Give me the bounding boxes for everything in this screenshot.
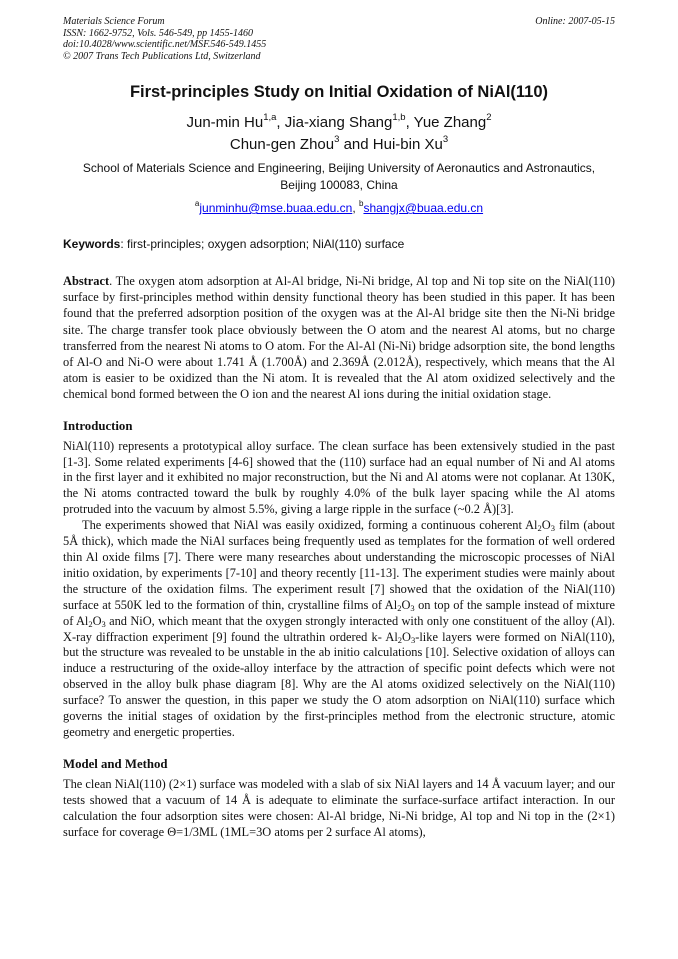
journal-header — [63, 16, 615, 62]
author-name: Yue Zhang — [413, 114, 487, 131]
author-affil-sup: 3 — [442, 134, 449, 145]
abstract-label: Abstract — [63, 274, 110, 288]
author-name: Hui-bin Xu — [372, 136, 443, 153]
issn-line: ISSN: 1662-9752, Vols. 546-549, pp 1455-1460 — [63, 27, 253, 39]
section-heading-introduction: Introduction — [63, 418, 133, 433]
paper-title: First-principles Study on Initial Oxidation of NiAl(110) — [129, 83, 549, 101]
author-name: Jun-min Hu — [186, 114, 264, 131]
journal-name: Materials Science Forum — [63, 16, 165, 27]
author-list — [63, 112, 615, 156]
intro-paragraph-2: The experiments showed that NiAl was easily oxidized, forming a continuous coherent $Al_2O_3$ film (about 5Å thick), which made the NiAl surfaces being frequently used as templates for the formation of well ordered thin Al oxide films [7]. There were many researches about understanding the microscopic processes of NiAl initio oxidation, by experiments [7-10] and theory recently [11-13]. The experiment studies were mainly about the structure of the oxidation films. The experiment result [7] showed that the oxidation of the NiAl(110) surface at 550K led to the formation of thin, crystalline films of $Al_2O_3$ on top of the sample instead of mixture of $Al_2O_3$ and NiO, which meant that the oxygen strongly interacted with only one constituent of the alloy (Al). X-ray diffraction experiment [9] found the ultrathin ordered k- $Al_2O_3$-like layers were formed on NiAl(110), but the structure was revealed to be unstable in the ab initio calculations [10]. Selective oxidation of alloys can induce a restructuring of the oxide-alloy interface by the attraction of specific point defects which were not observed in the alloy bulk phase diagram [8]. Why are the Al atoms oxidized selectively on the NiAl(110) surface? To answer the question, in this paper we study the O atom adsorption on NiAl(110) surface which governs the initial stages of oxidation by the first-principles method from the electronic structure, atomic geometry and energetic properties. — [63, 518, 615, 739]
abstract-text: . The oxygen atom adsorption at Al-Al bridge, Ni-Ni bridge, Al top and Ni top site on the NiAl(110) surface by first-principles method within density functional theory has been studied in this paper. It has been found that the preferred adsorption position of the oxygen was at the Al-Al bridge site then the Ni-Ni bridge site. The charge transfer took place obviously between the O atom and the nearest Al atoms, but no charge transferred from the nearest Ni atoms to O atom. For the Al-Al (Ni-Ni) bridge adsorption site, the bond lengths of Al-O and Ni-O were about 1.741 Å (1.700Å) and 2.369Å (2.012Å), respectively, which means that the Al atom is easier to be oxidized than the Ni atom. It is revealed that the Al atom oxidized selectively and the chemical bond formed between the O ion and the nearest Al ions during the initial oxidation stage. — [63, 274, 615, 402]
affiliation: School of Materials Science and Engineering, Beijing University of Aeronautics and Astronautics, Beijing 100083, China — [82, 161, 596, 192]
author-name: Chun-gen Zhou — [229, 136, 335, 153]
author-line-1: Jun-min Hu$^{1,a}$, Jia-xiang Shang$^{1,b}$, Yue Zhang$^2$ — [186, 112, 492, 131]
abstract — [63, 273, 615, 403]
email-link-b[interactable]: shangjx@buaa.edu.cn — [363, 201, 484, 215]
email-list: $^a$junminhu@mse.buaa.edu.cn, $^b$shangjx@buaa.edu.cn — [194, 199, 484, 215]
keywords-text: : first-principles; oxygen adsorption; NiAl(110) surface — [120, 237, 405, 251]
author-name: Jia-xiang Shang — [284, 114, 393, 131]
keywords-label: Keywords — [63, 237, 121, 251]
author-affil-sup: 1,b — [392, 112, 406, 123]
copyright-line: © 2007 Trans Tech Publications Ltd, Switzerland — [63, 50, 261, 62]
author-affil-sup: 2 — [486, 112, 492, 123]
doi-line: doi:10.4028/www.scientific.net/MSF.546-549.1455 — [63, 39, 267, 50]
author-affil-sup: 3 — [334, 134, 340, 145]
author-line-2: Chun-gen Zhou$^3$ and Hui-bin Xu$^3$ — [229, 134, 449, 153]
email-link-a[interactable]: junminhu@mse.buaa.edu.cn — [199, 201, 353, 215]
intro-paragraph-1: NiAl(110) represents a prototypical alloy surface. The clean surface has been extensively studied in the past [1-3]. Some related experiments [4-6] showed that the (110) surface had an equal number of Ni and Al atoms in the first layer and it exhibited no major reconstruction, but the Ni and Al atoms were not coplanar. At 130K, the Ni atoms contracted toward the bulk by roughly 4.0% of the bulk layer spacing while the Al atoms protruded into the vacuum by almost 5.5%, giving a large ripple in the surface (~0.2 Å)[3]. — [63, 438, 615, 517]
keywords — [63, 236, 615, 252]
author-affil-sup: 1,a — [263, 112, 277, 123]
model-paragraph-1: The clean NiAl(110) (2×1) surface was modeled with a slab of six NiAl layers and 14 Å vacuum layer; and our tests showed that a vacuum of 14 Å is adequate to eliminate the surface-surface artifact interaction. In our calculation the four adsorption sites were chosen: Al-Al bridge, Ni-Ni bridge, Al top and Ni top in the (2×1) surface for coverage Θ=1/3ML (1ML=3O atoms per 2 surface Al atoms), — [63, 776, 615, 839]
section-heading-model-method: Model and Method — [63, 756, 168, 771]
online-date: Online: 2007-05-15 — [535, 16, 615, 27]
